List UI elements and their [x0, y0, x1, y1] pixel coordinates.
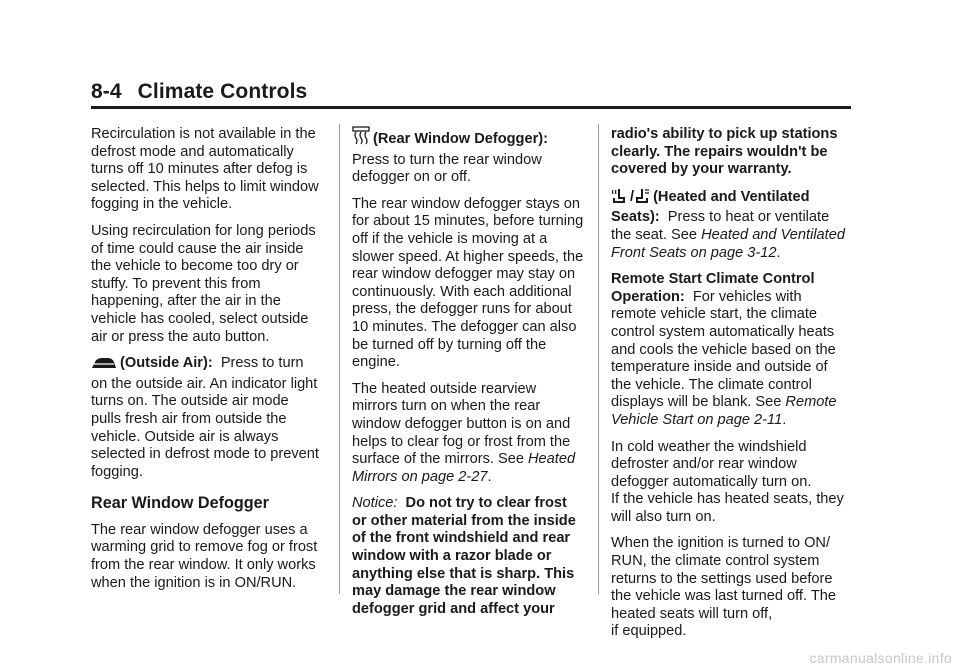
outside-air-text: Press to turn on the outside air. An indicator light turns on. The outside air mode pulls fresh air from outside the vehicle. Outside air is always selected in defrost mode to prevent fogging.	[91, 355, 319, 480]
column-divider	[339, 124, 340, 594]
paragraph: The rear window defogger stays on for about 15 minutes, before turning off if the vehicle is moving at a slower speed. At higher speeds, the rear window defogger may stay on continuously. With each additional press, the defogger runs for about 10 minutes. The defogger can also be turned off by turning off the engine.	[352, 195, 584, 371]
notice-paragraph	[352, 495, 584, 618]
punctuation: .	[487, 468, 492, 485]
cross-reference: Heated and Ventilated Front Seats on page 3‑12	[611, 226, 845, 261]
paragraph-text: if equipped.	[611, 623, 687, 640]
cross-reference: Remote Vehicle Start on page 2‑11	[611, 394, 837, 428]
rear-defog-icon	[352, 126, 370, 152]
defogger-label: (Rear Window Defogger):	[373, 131, 548, 147]
notice-continued: radio's ability to pick up stations clearly. The repairs wouldn't be covered by your warranty.	[611, 126, 838, 178]
column-3	[611, 126, 851, 650]
paragraph	[352, 126, 584, 187]
paragraph	[611, 271, 851, 429]
page-header	[91, 80, 307, 104]
notice-label: Notice:	[352, 495, 398, 512]
paragraph	[91, 355, 319, 481]
seats-label: (Heated and Ventilated Seats):	[611, 188, 810, 226]
paragraph	[352, 381, 584, 487]
paragraph-text: The heated outside rearview mirrors turn on when the rear window defogger button is on and helps to clear fog or frost from the surface of the mirrors. See	[352, 380, 571, 468]
paragraph	[611, 188, 851, 262]
icon-separator: /	[630, 188, 635, 205]
paragraph-text: If the vehicle has heated seats, they will also turn on.	[611, 491, 844, 525]
section-heading: Rear Window Defogger	[91, 494, 269, 513]
paragraph	[611, 535, 851, 641]
paragraph-text: When the ignition is turned to ON/ RUN, the climate control system returns to the settings used before the vehicle was last turned off. The heated seats will turn off,	[611, 535, 836, 622]
heated-seat-icon	[611, 188, 625, 210]
punctuation: .	[776, 244, 781, 261]
page-title: Climate Controls	[137, 80, 308, 103]
paragraph	[611, 439, 851, 527]
paragraph: The rear window defogger uses a warming grid to remove fog or frost from the rear window. It only works when the ignition is in ON/RUN.	[91, 521, 318, 591]
column-2	[352, 126, 584, 627]
watermark: carmanualsonline.info	[809, 650, 952, 666]
outside-air-icon	[91, 356, 117, 376]
column-1	[91, 126, 319, 601]
notice-text: Do not try to clear frost or other material from the inside of the front windshield and rear window with a razor blade or anything else that is sharp. This may damage the rear window defogger grid and affect your	[352, 495, 576, 617]
seats-text: Press to heat or ventilate the seat. See	[611, 209, 830, 243]
paragraph: Recirculation is not available in the defrost mode and automatically turns off 10 minutes after defog is selected. This helps to limit window fogging in the vehicle.	[91, 126, 319, 213]
remote-start-label: Remote Start Climate Control Operation:	[611, 271, 815, 305]
punctuation: .	[782, 411, 787, 428]
header-rule	[91, 106, 851, 109]
column-divider	[598, 124, 599, 594]
outside-air-label: (Outside Air):	[120, 355, 213, 372]
defogger-text: Press to turn the rear window defogger on or off.	[352, 151, 542, 186]
ventilated-seat-icon	[636, 188, 650, 210]
page-number: 8-4	[91, 80, 122, 103]
paragraph-text: In cold weather the windshield defroster and/or rear window defogger automatically turn on.	[611, 438, 812, 490]
cross-reference: Heated Mirrors on page 2‑27	[352, 451, 576, 485]
paragraph: Using recirculation for long periods of time could cause the air inside the vehicle to become too dry or stuffy. To prevent this from happening, after the air in the vehicle has cooled, select outside air or press the auto button.	[91, 222, 316, 345]
remote-start-text: For vehicles with remote vehicle start, the climate control system automatically heats and cools the vehicle based on the temperature inside and outside of the vehicle. The climate control displays will be blank. See	[611, 288, 836, 411]
